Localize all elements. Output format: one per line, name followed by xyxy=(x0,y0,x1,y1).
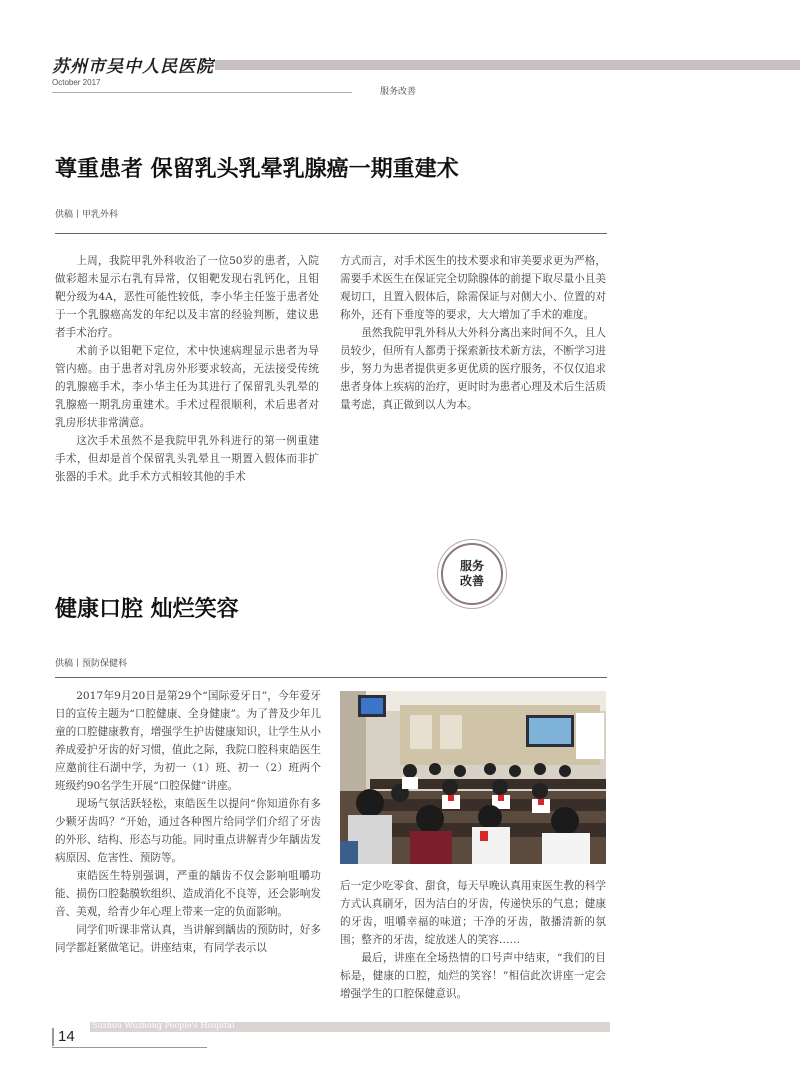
paragraph: 虽然我院甲乳外科从大外科分离出来时间不久，且人员较少，但所有人都勇于探索新技术新方法，不断学习进步，努力为患者提供更多更优质的医疗服务，不仅仅追求患者身体上疾病的治疗，更时时为患者心理及术后生活质量考虑，真正做到以人为本。 xyxy=(340,327,606,411)
footer-rule xyxy=(52,1047,207,1048)
issue-date: October 2017 xyxy=(52,78,101,87)
header-decor-bar xyxy=(215,60,800,70)
paragraph: 现场气氛活跃轻松，束皓医生以提问“你知道你有多少颗牙齿吗？”开始，通过各种图片给同学们介绍了牙齿的外形、结构、形态与功能。同时重点讲解青少年龋齿发病原因、危害性、预防等。 xyxy=(55,798,321,864)
footer-divider xyxy=(52,1028,54,1046)
article1-title: 尊重患者 保留乳头乳晕乳腺癌一期重建术 xyxy=(55,157,459,182)
article2-column-right xyxy=(340,877,606,1003)
paragraph: 束皓医生特别强调，严重的龋齿不仅会影响咀嚼功能、损伤口腔黏膜软组织、造成消化不良等，还会影响发音、美观，给青少年心理上带来一定的负面影响。 xyxy=(55,870,321,918)
badge-line1: 服务 xyxy=(459,559,484,573)
article1-byline: 供稿丨甲乳外科 xyxy=(55,210,119,220)
footer-hospital-name: Suzhou Wuzhong People's Hospital xyxy=(92,1021,235,1030)
paragraph: 2017年9月20日是第29个“国际爱牙日”，今年爱牙日的宣传主题为“口腔健康、全身健康”。为了普及少年儿童的口腔健康教育，增强学生护齿健康知识，让学生从小养成爱护牙齿的好习惯，值此之际，我院口腔科束皓医生应邀前往石湖中学，为初一（1）班、初一（2）班两个班级约90名学生开展“口腔保健”讲座。 xyxy=(55,690,321,792)
paragraph: 这次手术虽然不是我院甲乳外科进行的第一例重建手术，但却是首个保留乳头乳晕且一期置入假体而非扩张器的手术。此手术方式相较其他的手术 xyxy=(55,435,319,483)
article2-title: 健康口腔 灿烂笑容 xyxy=(55,597,239,622)
paragraph: 方式而言，对手术医生的技术要求和审美要求更为严格，需要手术医生在保证完全切除腺体的前提下取尽量小且美观切口，且置入假体后，除需保证与对侧大小、位置的对称外，还有下垂度等的要求，大大增加了手术的难度。 xyxy=(340,255,606,321)
paragraph: 最后，讲座在全场热情的口号声中结束，“我们的目标是，健康的口腔，灿烂的笑容！”相信此次讲座一定会增强学生的口腔保健意识。 xyxy=(340,952,606,1000)
classroom-illustration xyxy=(340,691,606,864)
paragraph: 同学们听课非常认真，当讲解到龋齿的预防时，好多同学都赶紧做笔记。讲座结束，有同学表示以 xyxy=(55,924,321,954)
badge-line2: 改善 xyxy=(459,574,484,588)
article2-byline: 供稿丨预防保健科 xyxy=(55,659,128,669)
article2-column-left xyxy=(55,687,321,957)
paragraph: 后一定少吃零食、甜食，每天早晚认真用束医生教的科学方式认真刷牙，因为洁白的牙齿，传递快乐的气息；健康的牙齿，咀嚼幸福的味道；干净的牙齿，散播清新的氛围；整齐的牙齿，绽放迷人的笑容…… xyxy=(340,880,606,946)
article1-column-left xyxy=(55,252,319,486)
section-badge xyxy=(441,543,503,605)
paragraph: 上周，我院甲乳外科收治了一位50岁的患者，入院做彩超未显示右乳有异常，仅钼靶发现右乳钙化，且钼靶分级为4A，恶性可能性较低，李小华主任鉴于患者处于一个乳腺癌高发的年纪以及丰富的经验判断，建议患者手术治疗。 xyxy=(55,255,319,339)
article1-column-right xyxy=(340,252,606,414)
page-number: 14 xyxy=(58,1028,75,1045)
header-rule xyxy=(52,92,352,93)
lecture-photo xyxy=(340,691,606,864)
paragraph: 术前予以钼靶下定位，术中快速病理显示患者为导管内癌。由于患者对乳房外形要求较高，无法接受传统的乳腺癌手术，李小华主任为其进行了保留乳头乳晕的乳腺癌一期乳房重建术。手术过程很顺利，术后患者对乳房形状非常满意。 xyxy=(55,345,319,429)
article2-rule xyxy=(55,677,607,678)
masthead-title: 苏州市吴中人民医院 xyxy=(52,57,214,77)
article1-rule xyxy=(55,233,607,234)
section-label: 服务改善 xyxy=(380,86,417,96)
